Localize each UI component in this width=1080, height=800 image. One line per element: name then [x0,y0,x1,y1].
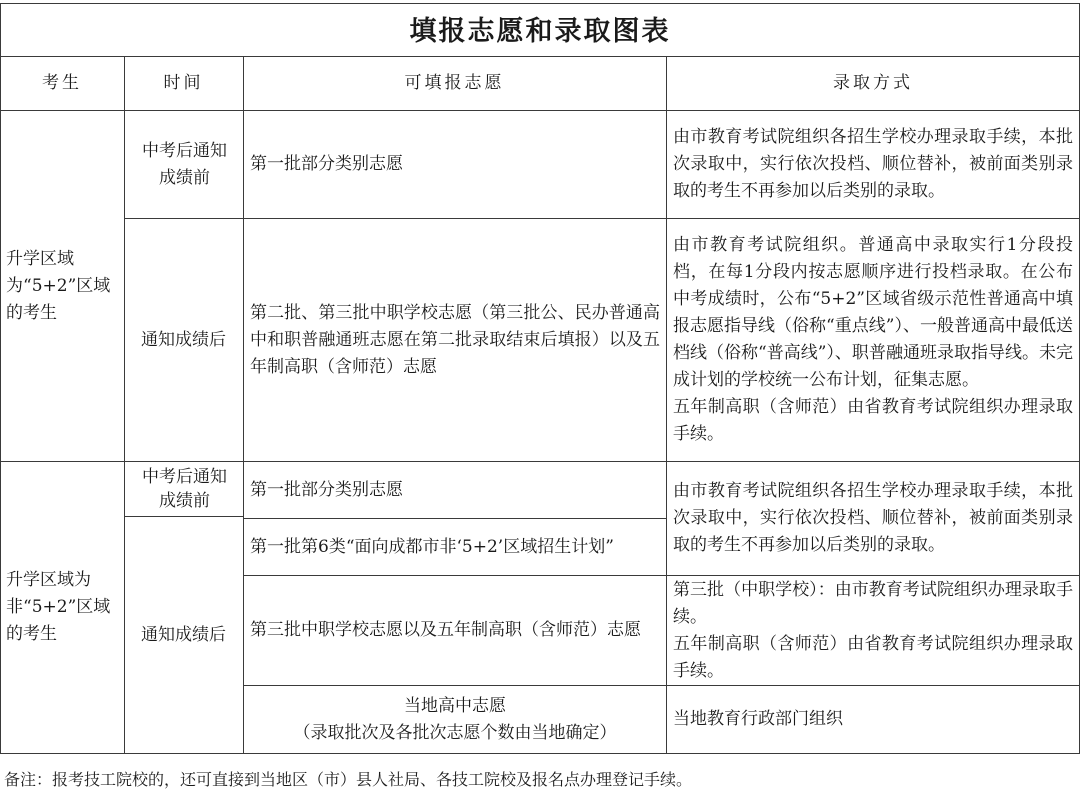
table-title: 填报志愿和录取图表 [409,15,671,47]
group1-student [6,111,118,461]
group2-row4-choices [244,686,666,753]
group2-row3-choices [244,576,666,685]
group1-row1-method [667,111,1079,218]
group2-method-rows12-text: 由市教育考试院组织各招生学校办理录取手续，本批次录取中，实行依次投档、顺位替补，被前面类别录取的考生不再参加以后类别的录取。 [673,481,1073,555]
group2-method-rows12 [667,462,1079,575]
group1-row2-method [667,219,1079,461]
header-time: 时间 [163,73,204,93]
group1-row2-time-text: 通知成绩后 [141,329,226,350]
group1-student-text: 升学区域为“5+2”区域的考生 [6,248,111,323]
group2-row2-choices [244,519,666,575]
footnote: 备注：报考技工院校的，还可直接到当地区（市）县人社局、各技工院校及报名点办理登记手续。 [4,769,693,789]
group2-row1-choices [244,462,666,518]
group1-row1-time [126,111,243,218]
header-method: 录取方式 [833,73,913,93]
group2-student-text: 升学区域为非“5+2”区域的考生 [6,570,111,644]
group2-time-after [124,517,243,753]
table-border-top [0,3,1080,4]
group1-row2-choices-text: 第二批、第三批中职学校志愿（第三批公、民办普通高中和职普融通班志愿在第二批录取结束后填报）以及五年制高职（含师范）志愿 [250,302,660,377]
group2-time-after-text: 通知成绩后 [141,624,226,645]
group1-row2-method-p1: 由市教育考试院组织。普通高中录取实行1分段投档，在每1分段内按志愿顺序进行投档录取。在公布中考成绩时，公布“5+2”区域省级示范性普通高中填报志愿指导线（俗称“重点线”）、一般普通高中最低送档线（俗称“普高线”）、职普融通班录取指导线。未完成计划的学校统一公布计划，征集志愿。 [673,235,1073,390]
group1-row1-choices-text: 第一批部分类别志愿 [250,154,403,174]
group2-row3-method-p2: 五年制高职（含师范）由省教育考试院组织办理录取手续。 [673,633,1073,681]
group2-row1-time-text: 中考后通知成绩前 [142,467,227,511]
header-choices: 可填报志愿 [404,73,505,93]
group2-student [6,462,118,753]
group1-row1-method-text: 由市教育考试院组织各招生学校办理录取手续，本批次录取中，实行依次投档、顺位替补，被前面类别录取的考生不再参加以后类别的录取。 [673,127,1073,201]
group2-row3-method [667,576,1079,685]
group2-row2-choices-text: 第一批第6类“面向成都市非‘5+2’区域招生计划” [250,536,614,557]
table-border-left [0,3,1,754]
group1-row1-choices [244,111,666,218]
group1-row2-choices [244,219,666,461]
group2-row4-choices-l1: 当地高中志愿 [404,695,506,716]
group2-row4-choices-l2: （录取批次及各批次志愿个数由当地确定） [293,722,617,743]
group2-row1-time [126,462,243,516]
group2-row4-method-text: 当地教育行政部门组织 [673,709,843,729]
header-student: 考生 [42,73,82,93]
group2-row3-method-p1: 第三批（中职学校）：由市教育考试院组织办理录取手续。 [673,579,1073,627]
group2-row1-choices-text: 第一批部分类别志愿 [250,479,403,500]
group1-row2-method-p2: 五年制高职（含师范）由省教育考试院组织办理录取手续。 [673,397,1073,444]
group2-row4-method [667,686,1079,753]
table-bottom-line [0,753,1080,754]
group1-row2-time [124,219,243,461]
group2-row3-choices-text: 第三批中职学校志愿以及五年制高职（含师范）志愿 [250,620,641,640]
group1-row1-time-text: 中考后通知成绩前 [142,140,227,188]
